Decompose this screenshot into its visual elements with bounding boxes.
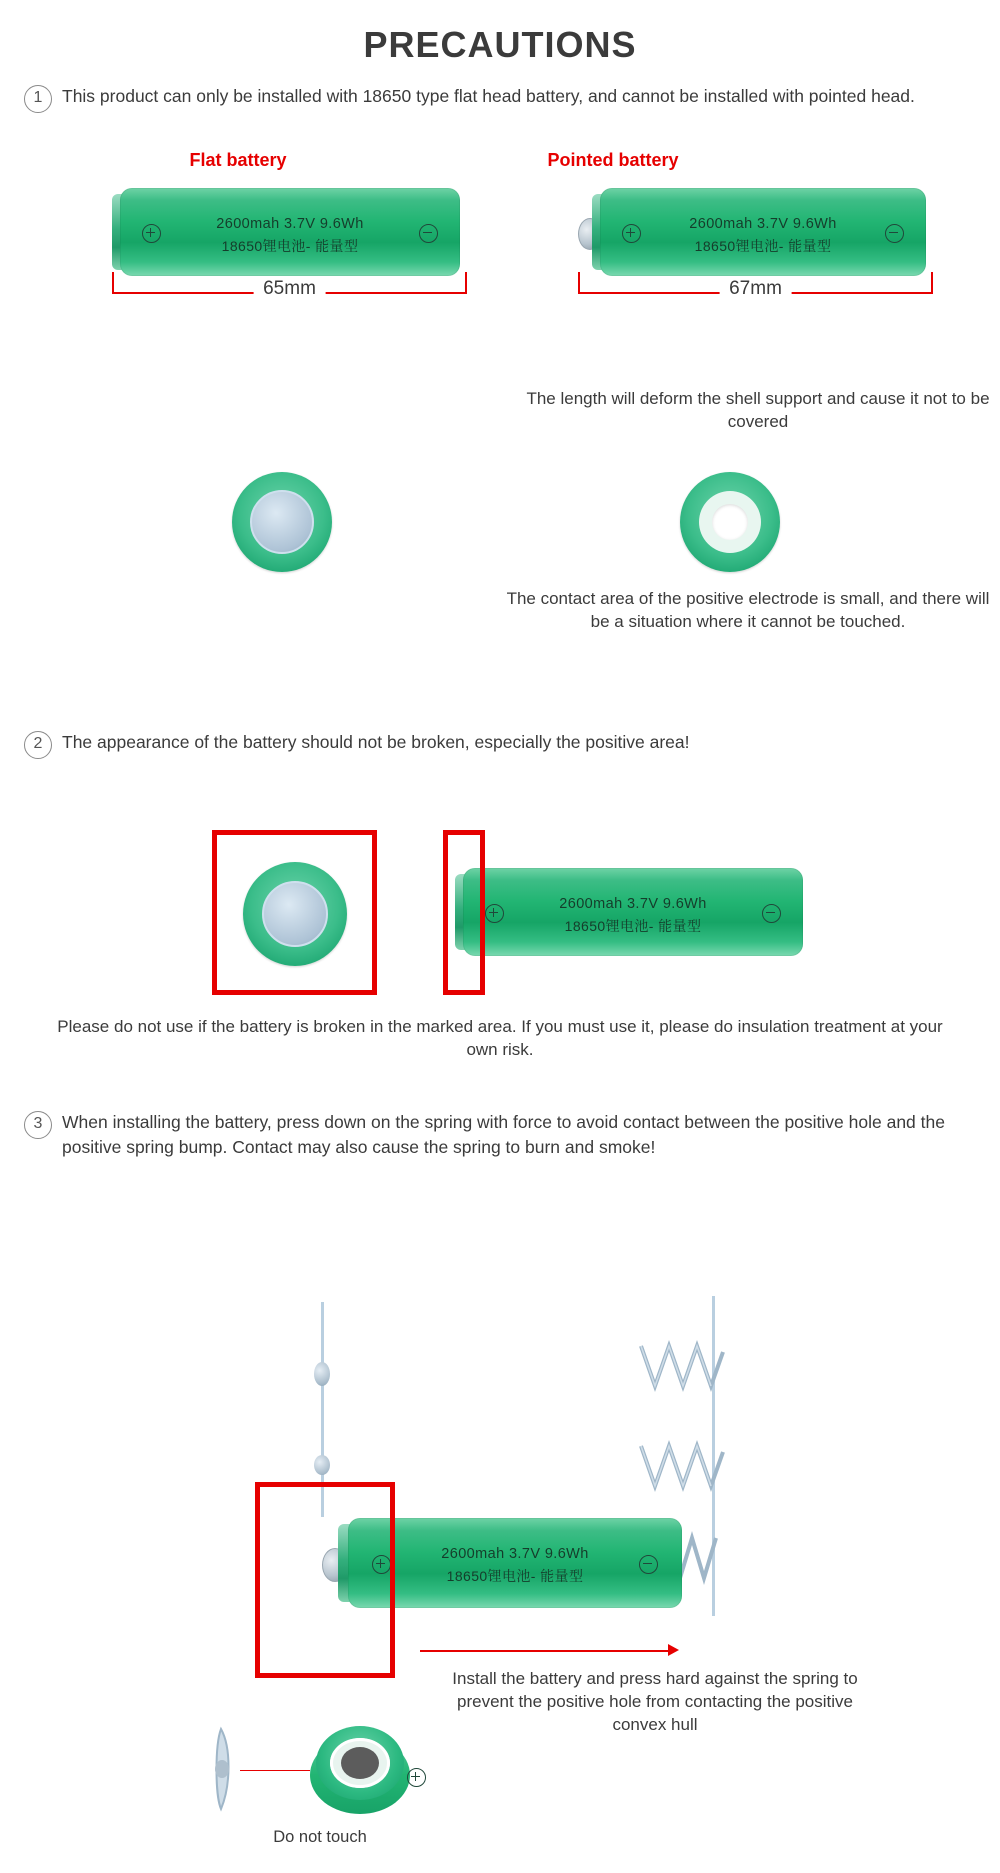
positive-terminal-icon — [485, 904, 504, 923]
negative-terminal-icon — [639, 1555, 658, 1574]
item-number-1: 1 — [24, 85, 52, 113]
flat-positive-contact — [250, 490, 314, 554]
battery-label-line2: 18650锂电池- 能量型 — [564, 918, 702, 934]
precaution-item-2 — [24, 730, 974, 759]
battery-label-line1: 2600mah 3.7V 9.6Wh — [689, 216, 837, 232]
pointed-battery-label: Pointed battery — [547, 150, 679, 170]
pointed-battery-dimension — [578, 278, 933, 308]
battery-label-line2: 18650锂电池- 能量型 — [446, 1568, 584, 1584]
positive-terminal-icon — [142, 224, 161, 243]
dimension-tick-left — [578, 272, 580, 293]
broken-area-side-view — [455, 868, 803, 956]
positive-terminal-icon — [407, 1768, 426, 1787]
flat-battery-label: Flat battery — [189, 150, 287, 170]
flat-battery-side-view — [112, 188, 460, 276]
battery-body — [463, 868, 803, 956]
pointed-battery-top-view — [680, 472, 780, 572]
positive-hole-closeup — [310, 1722, 420, 1822]
pointed-positive-hole — [712, 504, 748, 540]
pointed-battery-length-caption: The length will deform the shell support and cause it not to be covered — [526, 389, 990, 431]
item-text-2: The appearance of the battery should not be broken, especially the positive area! — [62, 732, 690, 752]
press-direction-arrow-line — [420, 1650, 670, 1652]
dimension-value-right: 67mm — [719, 278, 792, 300]
item-number-2: 2 — [24, 731, 52, 759]
leader-line — [240, 1770, 310, 1771]
flat-battery-top-view — [232, 472, 332, 572]
spring-icon-upper — [635, 1338, 725, 1394]
battery-label-line1: 2600mah 3.7V 9.6Wh — [216, 216, 364, 232]
do-not-touch-caption: Do not touch — [273, 1828, 367, 1846]
broken-area-highlight-side — [443, 830, 485, 995]
positive-hole — [341, 1747, 379, 1779]
precaution-item-1 — [24, 84, 974, 113]
battery-label-line1: 2600mah 3.7V 9.6Wh — [441, 1546, 589, 1562]
installation-caption: Install the battery and press hard against the spring to prevent the positive hole from contacting the positive convex hull — [452, 1669, 858, 1734]
battery-body — [600, 188, 926, 276]
item-text-3: When installing the battery, press down on the spring with force to avoid contact between the positive hole and the positive spring bump. Contact may also cause the spring to burn and smoke! — [62, 1112, 945, 1158]
broken-battery-caption: Please do not use if the battery is broken in the marked area. If you must use it, please do insulation treatment at your own risk. — [57, 1017, 943, 1059]
broken-area-highlight-top — [212, 830, 377, 995]
battery-label-line2: 18650锂电池- 能量型 — [221, 238, 359, 254]
battery-body — [348, 1518, 682, 1608]
battery-label-line2: 18650锂电池- 能量型 — [694, 238, 832, 254]
spring-bump-icon — [205, 1725, 245, 1815]
dimension-tick-left — [112, 272, 114, 293]
negative-terminal-icon — [419, 224, 438, 243]
flat-battery-dimension — [112, 278, 467, 308]
pointed-battery-contact-caption: The contact area of the positive electrode is small, and there will be a situation where it cannot be touched. — [506, 589, 990, 631]
rail-bump-upper — [314, 1362, 330, 1386]
dimension-value-left: 65mm — [253, 278, 326, 300]
pointed-battery-side-view — [578, 188, 926, 276]
pointed-positive-ring — [699, 491, 761, 553]
battery-body — [120, 188, 460, 276]
negative-terminal-icon — [885, 224, 904, 243]
precaution-item-3 — [24, 1110, 974, 1161]
positive-terminal-icon — [622, 224, 641, 243]
item-number-3: 3 — [24, 1111, 52, 1139]
negative-terminal-icon — [762, 904, 781, 923]
rail-bump-lower — [314, 1455, 330, 1475]
dimension-tick-right — [931, 272, 933, 293]
battery-label-line1: 2600mah 3.7V 9.6Wh — [559, 896, 707, 912]
positive-hole-highlight — [255, 1482, 395, 1678]
press-direction-arrow-head — [668, 1644, 679, 1656]
page-title: PRECAUTIONS — [363, 24, 637, 65]
dimension-tick-right — [465, 272, 467, 293]
item-text-1: This product can only be installed with 18650 type flat head battery, and cannot be installed with pointed head. — [62, 86, 915, 106]
spring-icon-middle — [635, 1438, 725, 1494]
